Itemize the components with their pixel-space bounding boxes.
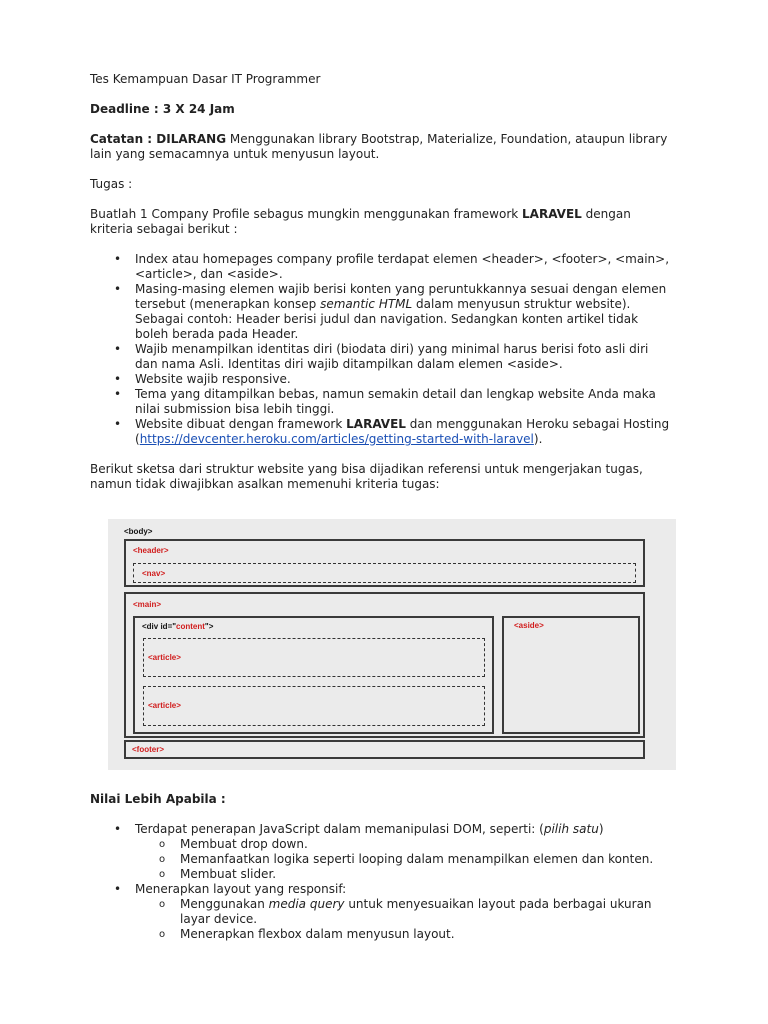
criteria-text: • Masing-masing elemen wajib berisi konten yang peruntukkannya sesuai dengan elemen bbox=[135, 282, 667, 296]
criteria-text bbox=[135, 297, 680, 312]
nav-box bbox=[133, 563, 636, 583]
aside-box bbox=[502, 616, 640, 734]
catatan-text: Menggunakan library Bootstrap, Materialize, Foundation, ataupun library bbox=[226, 132, 668, 146]
sublist-text bbox=[180, 897, 680, 912]
sublist-emph: media query bbox=[268, 897, 345, 911]
deadline-value: 3 X 24 Jam bbox=[162, 102, 235, 116]
catatan-line-1 bbox=[90, 132, 680, 147]
article-box-1 bbox=[143, 638, 485, 677]
main-box bbox=[124, 592, 645, 738]
content-div-box bbox=[133, 616, 494, 734]
sketch-intro-line-2: namun tidak diwajibkan asalkan memenuhi kriteria tugas: bbox=[90, 477, 440, 491]
header-tag-label: <header> bbox=[133, 546, 169, 555]
nilai-emph: pilih satu bbox=[543, 822, 599, 836]
sublist-text-post: untuk menyesuaikan layout pada berbagai ukuran bbox=[344, 897, 652, 911]
paren-open: ( bbox=[135, 432, 140, 446]
catatan-label: Catatan : bbox=[90, 132, 157, 146]
criteria-text: • Wajib menampilkan identitas diri (biodata diri) yang minimal harus berisi foto asli diri bbox=[135, 342, 649, 356]
catatan-line-2: lain yang semacamnya untuk menyusun layout. bbox=[90, 147, 380, 161]
sublist-item: o Memanfaatkan logika seperti looping dalam menampilkan elemen dan konten. bbox=[90, 852, 680, 867]
sublist-item: o Membuat drop down. bbox=[90, 837, 680, 852]
article-tag-label: <article> bbox=[148, 701, 181, 710]
criteria-text: • Tema yang ditampilkan bebas, namun semakin detail dan lengkap website Anda maka bbox=[135, 387, 656, 401]
list-item bbox=[90, 822, 680, 882]
criteria-text bbox=[135, 432, 680, 447]
nilai-text-pre: Terdapat penerapan JavaScript dalam memanipulasi DOM, seperti: ( bbox=[135, 822, 544, 836]
criteria-text: Sebagai contoh: Header berisi judul dan navigation. Sedangkan konten artikel tidak bbox=[135, 312, 639, 326]
nilai-sublist bbox=[135, 837, 680, 882]
sublist-item bbox=[90, 897, 680, 927]
nilai-sublist bbox=[135, 897, 680, 942]
catatan-emph: DILARANG bbox=[156, 132, 227, 146]
criteria-text: nilai submission bisa lebih tinggi. bbox=[135, 402, 335, 416]
footer-box bbox=[124, 740, 645, 759]
deadline-line bbox=[90, 102, 680, 117]
document-page bbox=[90, 72, 680, 492]
nilai-text-post: ) bbox=[598, 822, 604, 836]
criteria-emph: LARAVEL bbox=[346, 417, 406, 431]
criteria-text: boleh berada pada Header. bbox=[135, 327, 299, 341]
content-div-label bbox=[142, 622, 213, 631]
intro-line-2: kriteria sebagai berikut : bbox=[90, 222, 238, 236]
paren-close: ). bbox=[533, 432, 543, 446]
list-item bbox=[90, 417, 680, 447]
article-box-2 bbox=[143, 686, 485, 726]
sublist-text-pre: Menggunakan bbox=[180, 897, 269, 911]
nilai-section bbox=[90, 792, 680, 942]
list-item bbox=[90, 882, 680, 942]
heroku-link[interactable]: https://devcenter.heroku.com/articles/getting-started-with-laravel bbox=[139, 432, 534, 446]
document-title: Tes Kemampuan Dasar IT Programmer bbox=[90, 72, 321, 86]
criteria-text-post: dalam menyusun struktur website). bbox=[412, 297, 631, 311]
criteria-emph: semantic HTML bbox=[320, 297, 413, 311]
intro-emph: LARAVEL bbox=[522, 207, 582, 221]
criteria-list bbox=[90, 252, 680, 447]
sublist-item: o Menerapkan flexbox dalam menyusun layout. bbox=[90, 927, 680, 942]
tugas-label: Tugas : bbox=[90, 177, 133, 191]
content-div-label-post: "> bbox=[204, 622, 214, 631]
content-id-value: content bbox=[176, 622, 205, 631]
criteria-text: <article>, dan <aside>. bbox=[135, 267, 283, 281]
criteria-text bbox=[135, 417, 680, 432]
aside-tag-label: <aside> bbox=[514, 621, 544, 630]
main-tag-label: <main> bbox=[133, 600, 162, 609]
list-item bbox=[90, 372, 680, 387]
criteria-text: • Index atau homepages company profile terdapat elemen <header>, <footer>, <main>, bbox=[135, 252, 670, 266]
nilai-text bbox=[135, 822, 680, 837]
intro-line-1 bbox=[90, 207, 680, 222]
criteria-text-post: dan menggunakan Heroku sebagai Hosting bbox=[405, 417, 670, 431]
nilai-text: • Menerapkan layout yang responsif: bbox=[135, 882, 347, 896]
intro-text-post: dengan bbox=[581, 207, 631, 221]
criteria-text: • Website wajib responsive. bbox=[135, 372, 291, 386]
sublist-item: o Membuat slider. bbox=[90, 867, 680, 882]
article-tag-label: <article> bbox=[148, 653, 181, 662]
list-item bbox=[90, 342, 680, 372]
list-item bbox=[90, 282, 680, 342]
footer-tag-label: <footer> bbox=[132, 745, 165, 754]
list-item bbox=[90, 387, 680, 417]
nilai-list bbox=[90, 822, 680, 942]
list-item bbox=[90, 252, 680, 282]
criteria-text: dan nama Asli. Identitas diri wajib ditampilkan dalam elemen <aside>. bbox=[135, 357, 563, 371]
deadline-label: Deadline : bbox=[90, 102, 163, 116]
criteria-text-pre: tersebut (menerapkan konsep bbox=[135, 297, 321, 311]
content-div-label-pre: <div id=" bbox=[142, 622, 177, 631]
header-box bbox=[124, 539, 645, 587]
structure-sketch bbox=[108, 519, 676, 770]
criteria-text-pre: Website dibuat dengan framework bbox=[135, 417, 347, 431]
sublist-text: layar device. bbox=[180, 912, 258, 926]
sketch-intro-line-1: Berikut sketsa dari struktur website yang bisa dijadikan referensi untuk mengerjakan tugas, bbox=[90, 462, 643, 476]
intro-text: Buatlah 1 Company Profile sebagus mungkin menggunakan framework bbox=[90, 207, 523, 221]
nilai-heading: Nilai Lebih Apabila : bbox=[90, 792, 226, 806]
body-tag-label: <body> bbox=[124, 527, 153, 536]
nav-tag-label: <nav> bbox=[142, 569, 166, 578]
